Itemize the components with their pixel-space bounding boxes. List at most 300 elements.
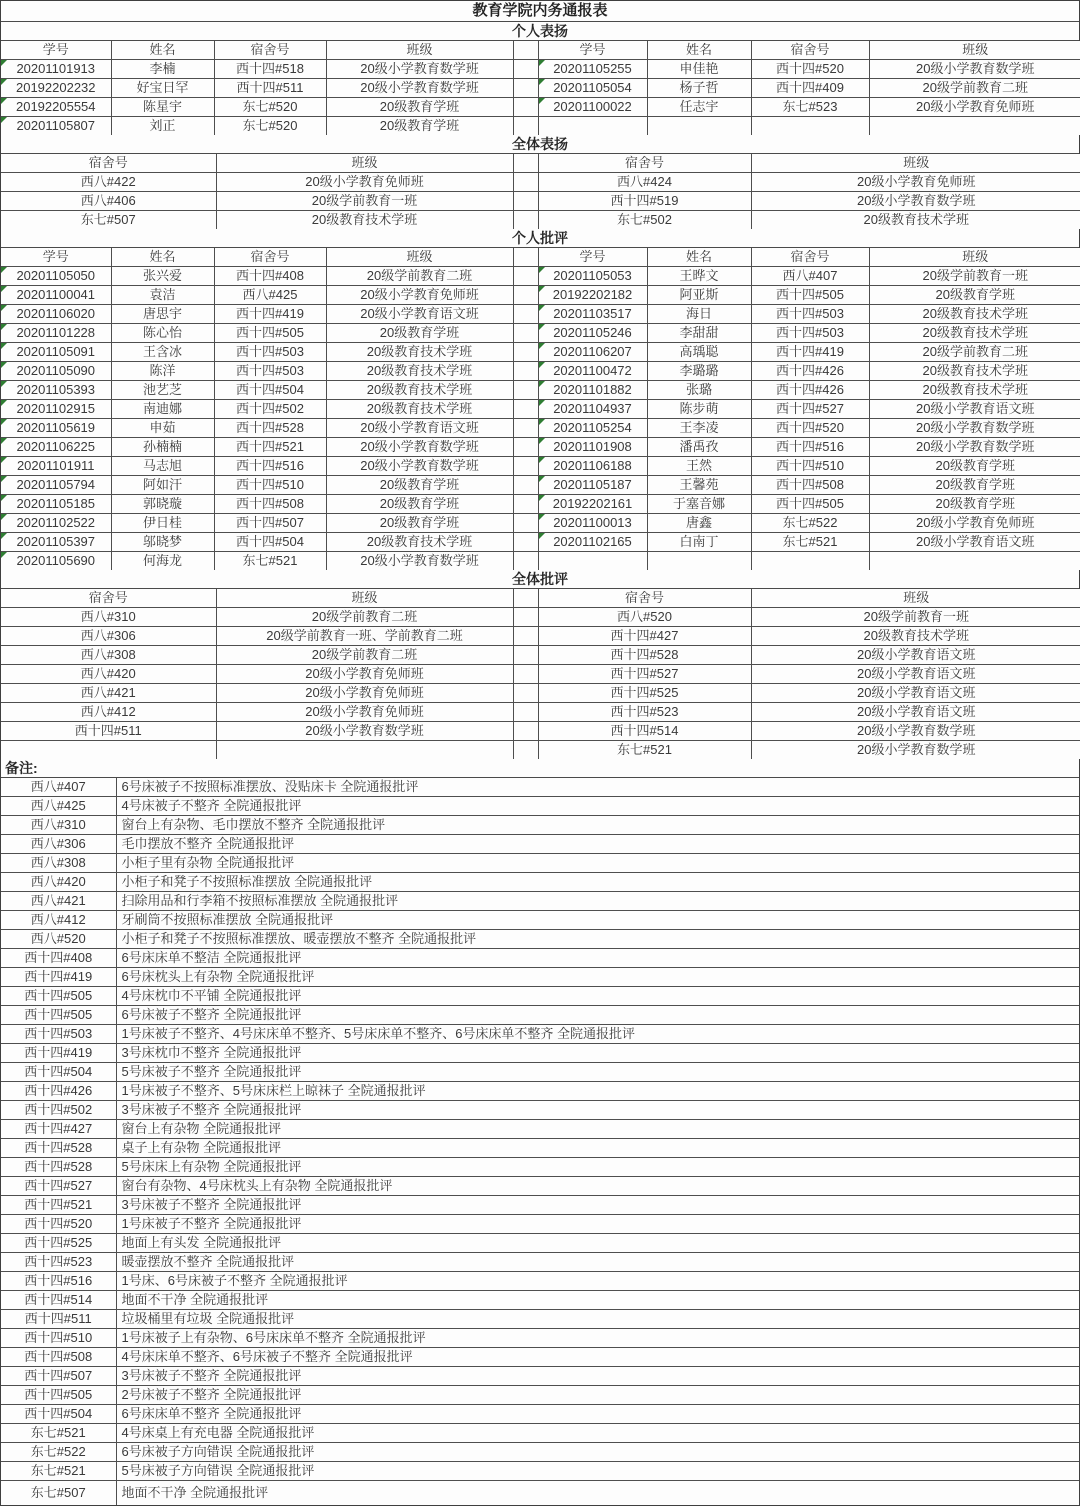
- cell[interactable]: 20级教育技术学班: [869, 381, 1080, 400]
- cell[interactable]: 20级小学教育语文班: [751, 646, 1080, 665]
- dorm-cell[interactable]: 西八#310: [1, 816, 116, 835]
- cell[interactable]: 孙楠楠: [111, 438, 214, 457]
- cell[interactable]: 东七#521: [214, 552, 326, 571]
- cell[interactable]: 20级小学教育语文班: [751, 684, 1080, 703]
- cell[interactable]: 20级小学教育语文班: [869, 533, 1080, 552]
- cell[interactable]: 张璐: [647, 381, 751, 400]
- cell[interactable]: 西十四#503: [751, 324, 869, 343]
- cell[interactable]: 东七#520: [214, 98, 326, 117]
- cell[interactable]: 阿如汗: [111, 476, 214, 495]
- cell[interactable]: 西十四#516: [214, 457, 326, 476]
- cell[interactable]: 西十四#505: [751, 495, 869, 514]
- cell[interactable]: 20201105053: [538, 267, 647, 286]
- remark-cell[interactable]: 1号床被子不整齐、5号床床栏上晾袜子 全院通报批评: [116, 1082, 1079, 1101]
- cell[interactable]: 西十四#419: [751, 343, 869, 362]
- cell[interactable]: 20级教育学班: [869, 286, 1080, 305]
- col-header-dorm[interactable]: 宿舍号: [751, 41, 869, 60]
- cell[interactable]: 20201101911: [1, 457, 111, 476]
- col-header-dorm[interactable]: 宿舍号: [1, 154, 216, 173]
- cell[interactable]: 西十四#419: [214, 305, 326, 324]
- remark-cell[interactable]: 3号床被子不整齐 全院通报批评: [116, 1101, 1079, 1120]
- cell[interactable]: 申茹: [111, 419, 214, 438]
- remark-cell[interactable]: 6号床枕头上有杂物 全院通报批评: [116, 968, 1079, 987]
- remark-cell[interactable]: 5号床被子方向错误 全院通报批评: [116, 1462, 1079, 1481]
- cell[interactable]: 20201105690: [1, 552, 111, 571]
- cell[interactable]: [869, 552, 1080, 571]
- col-header-name[interactable]: 姓名: [647, 41, 751, 60]
- dorm-cell[interactable]: 西十四#520: [1, 1215, 116, 1234]
- cell[interactable]: 王晔文: [647, 267, 751, 286]
- cell[interactable]: 20级小学教育语文班: [869, 400, 1080, 419]
- dorm-cell[interactable]: 西十四#427: [1, 1120, 116, 1139]
- col-header-student-id[interactable]: 学号: [538, 41, 647, 60]
- cell[interactable]: 唐思宇: [111, 305, 214, 324]
- cell[interactable]: 西十四#504: [214, 533, 326, 552]
- dorm-cell[interactable]: 西十四#419: [1, 968, 116, 987]
- dorm-cell[interactable]: 西十四#528: [1, 1158, 116, 1177]
- cell[interactable]: 20级教育学班: [326, 324, 513, 343]
- remark-cell[interactable]: 6号床被子不按照标准摆放、没贴床卡 全院通报批评: [116, 778, 1079, 797]
- remark-cell[interactable]: 小柜子和凳子不按照标准摆放、暖壶摆放不整齐 全院通报批评: [116, 930, 1079, 949]
- cell[interactable]: 20201101228: [1, 324, 111, 343]
- dorm-cell[interactable]: 西十四#510: [1, 1329, 116, 1348]
- cell[interactable]: 20192202232: [1, 79, 111, 98]
- cell[interactable]: 20201106225: [1, 438, 111, 457]
- cell[interactable]: 20201106207: [538, 343, 647, 362]
- cell[interactable]: 20192202161: [538, 495, 647, 514]
- cell[interactable]: 20级教育技术学班: [326, 381, 513, 400]
- cell[interactable]: 20级小学教育语文班: [751, 703, 1080, 722]
- cell[interactable]: 西十四#507: [214, 514, 326, 533]
- cell[interactable]: 20201100472: [538, 362, 647, 381]
- remark-cell[interactable]: 地面不干净 全院通报批评: [116, 1291, 1079, 1310]
- cell[interactable]: 20级小学教育数学班: [326, 438, 513, 457]
- cell[interactable]: 20201105255: [538, 60, 647, 79]
- remark-cell[interactable]: 3号床被子不整齐 全院通报批评: [116, 1196, 1079, 1215]
- cell[interactable]: 西十四#528: [214, 419, 326, 438]
- cell[interactable]: 申佳艳: [647, 60, 751, 79]
- cell[interactable]: 东七#507: [1, 211, 216, 230]
- cell[interactable]: 西十四#523: [538, 703, 751, 722]
- cell[interactable]: 20201102165: [538, 533, 647, 552]
- remark-cell[interactable]: 牙刷筒不按照标准摆放 全院通报批评: [116, 911, 1079, 930]
- remark-cell[interactable]: 6号床被子不整齐 全院通报批评: [116, 1006, 1079, 1025]
- dorm-cell[interactable]: 西八#407: [1, 778, 116, 797]
- cell[interactable]: 20级小学教育免师班: [751, 173, 1080, 192]
- cell[interactable]: 西十四#503: [751, 305, 869, 324]
- dorm-cell[interactable]: 东七#507: [1, 1481, 116, 1506]
- cell[interactable]: 20201100013: [538, 514, 647, 533]
- cell[interactable]: 东七#520: [214, 117, 326, 136]
- remark-cell[interactable]: 4号床枕巾不平铺 全院通报批评: [116, 987, 1079, 1006]
- cell[interactable]: 20级学前教育二班: [869, 343, 1080, 362]
- cell[interactable]: 东七#502: [538, 211, 751, 230]
- cell[interactable]: 20201106020: [1, 305, 111, 324]
- cell[interactable]: [1, 741, 216, 760]
- remark-cell[interactable]: 6号床被子方向错误 全院通报批评: [116, 1443, 1079, 1462]
- dorm-cell[interactable]: 西十四#505: [1, 987, 116, 1006]
- cell[interactable]: 20级学前教育二班: [869, 79, 1080, 98]
- cell[interactable]: 李甜甜: [647, 324, 751, 343]
- cell[interactable]: 20201105807: [1, 117, 111, 136]
- cell[interactable]: 西十四#510: [214, 476, 326, 495]
- col-header-student-id[interactable]: 学号: [1, 248, 111, 267]
- dorm-cell[interactable]: 西十四#504: [1, 1405, 116, 1424]
- cell[interactable]: 20级学前教育一班、学前教育二班: [216, 627, 513, 646]
- cell[interactable]: 20201105794: [1, 476, 111, 495]
- cell[interactable]: 袁洁: [111, 286, 214, 305]
- col-header-name[interactable]: 姓名: [111, 41, 214, 60]
- cell[interactable]: 20级小学教育免师班: [326, 286, 513, 305]
- remark-cell[interactable]: 5号床床上有杂物 全院通报批评: [116, 1158, 1079, 1177]
- remark-cell[interactable]: 5号床被子不整齐 全院通报批评: [116, 1063, 1079, 1082]
- cell[interactable]: 20级教育技术学班: [751, 627, 1080, 646]
- cell[interactable]: 西十四#511: [1, 722, 216, 741]
- cell[interactable]: 池艺芝: [111, 381, 214, 400]
- col-header-name[interactable]: 姓名: [647, 248, 751, 267]
- cell[interactable]: [751, 552, 869, 571]
- cell[interactable]: 20192202182: [538, 286, 647, 305]
- cell[interactable]: 20201105054: [538, 79, 647, 98]
- remark-cell[interactable]: 1号床被子不整齐、4号床床单不整齐、5号床床单不整齐、6号床床单不整齐 全院通报批评: [116, 1025, 1079, 1044]
- cell[interactable]: 刘正: [111, 117, 214, 136]
- cell[interactable]: 于塞音娜: [647, 495, 751, 514]
- cell[interactable]: 20级小学教育数学班: [751, 722, 1080, 741]
- cell[interactable]: 20级教育技术学班: [869, 324, 1080, 343]
- cell[interactable]: 西八#520: [538, 608, 751, 627]
- cell[interactable]: [869, 117, 1080, 136]
- cell[interactable]: 20级教育学班: [326, 98, 513, 117]
- col-header-class[interactable]: 班级: [751, 154, 1080, 173]
- cell[interactable]: 西八#425: [214, 286, 326, 305]
- cell[interactable]: 20201101882: [538, 381, 647, 400]
- col-header-class[interactable]: 班级: [869, 41, 1080, 60]
- cell[interactable]: 西十四#427: [538, 627, 751, 646]
- cell[interactable]: 西八#422: [1, 173, 216, 192]
- cell[interactable]: [647, 117, 751, 136]
- cell[interactable]: 何海龙: [111, 552, 214, 571]
- dorm-cell[interactable]: 西八#520: [1, 930, 116, 949]
- remark-cell[interactable]: 3号床被子不整齐 全院通报批评: [116, 1367, 1079, 1386]
- cell[interactable]: 20201100022: [538, 98, 647, 117]
- cell[interactable]: 东七#521: [538, 741, 751, 760]
- dorm-cell[interactable]: 西十四#508: [1, 1348, 116, 1367]
- cell[interactable]: 20级学前教育一班: [751, 608, 1080, 627]
- remark-cell[interactable]: 毛巾摆放不整齐 全院通报批评: [116, 835, 1079, 854]
- remark-cell[interactable]: 4号床被子不整齐 全院通报批评: [116, 797, 1079, 816]
- cell[interactable]: 西十四#508: [214, 495, 326, 514]
- cell[interactable]: 20201105185: [1, 495, 111, 514]
- cell[interactable]: 20级小学教育数学班: [869, 419, 1080, 438]
- cell[interactable]: 任志宇: [647, 98, 751, 117]
- cell[interactable]: 王然: [647, 457, 751, 476]
- cell[interactable]: 20201101913: [1, 60, 111, 79]
- remark-cell[interactable]: 小柜子里有杂物 全院通报批评: [116, 854, 1079, 873]
- cell[interactable]: 李璐璐: [647, 362, 751, 381]
- cell[interactable]: 马志旭: [111, 457, 214, 476]
- dorm-cell[interactable]: 西十四#507: [1, 1367, 116, 1386]
- remark-cell[interactable]: 3号床枕巾不整齐 全院通报批评: [116, 1044, 1079, 1063]
- cell[interactable]: 南迪娜: [111, 400, 214, 419]
- cell[interactable]: 唐鑫: [647, 514, 751, 533]
- col-header-class[interactable]: 班级: [216, 589, 513, 608]
- cell[interactable]: 20级小学教育语文班: [326, 305, 513, 324]
- dorm-cell[interactable]: 西十四#503: [1, 1025, 116, 1044]
- cell[interactable]: 20级小学教育免师班: [216, 703, 513, 722]
- cell[interactable]: 西十四#505: [751, 286, 869, 305]
- dorm-cell[interactable]: 东七#521: [1, 1424, 116, 1443]
- cell[interactable]: 20201105091: [1, 343, 111, 362]
- cell[interactable]: [538, 552, 647, 571]
- dorm-cell[interactable]: 西十四#514: [1, 1291, 116, 1310]
- cell[interactable]: 西十四#521: [214, 438, 326, 457]
- cell[interactable]: 20级教育学班: [869, 476, 1080, 495]
- cell[interactable]: 20级教育技术学班: [326, 343, 513, 362]
- cell[interactable]: 20级小学教育免师班: [869, 98, 1080, 117]
- dorm-cell[interactable]: 西八#308: [1, 854, 116, 873]
- cell[interactable]: 20级小学教育免师班: [216, 665, 513, 684]
- cell[interactable]: 西十四#504: [214, 381, 326, 400]
- cell[interactable]: 郭晓璇: [111, 495, 214, 514]
- col-header-class[interactable]: 班级: [869, 248, 1080, 267]
- cell[interactable]: 20级教育学班: [869, 457, 1080, 476]
- cell[interactable]: 高瑀聪: [647, 343, 751, 362]
- cell[interactable]: 好宝日罕: [111, 79, 214, 98]
- remark-cell[interactable]: 4号床床单不整齐、6号床被子不整齐 全院通报批评: [116, 1348, 1079, 1367]
- cell[interactable]: 王李凌: [647, 419, 751, 438]
- cell[interactable]: 潘禹孜: [647, 438, 751, 457]
- cell[interactable]: 20级教育技术学班: [869, 362, 1080, 381]
- col-header-student-id[interactable]: 学号: [538, 248, 647, 267]
- remark-cell[interactable]: 扫除用品和行李箱不按照标准摆放 全院通报批评: [116, 892, 1079, 911]
- cell[interactable]: 20级教育技术学班: [869, 305, 1080, 324]
- cell[interactable]: 西八#310: [1, 608, 216, 627]
- dorm-cell[interactable]: 西十四#504: [1, 1063, 116, 1082]
- dorm-cell[interactable]: 西十四#511: [1, 1310, 116, 1329]
- col-header-dorm[interactable]: 宿舍号: [751, 248, 869, 267]
- cell[interactable]: 杨子哲: [647, 79, 751, 98]
- cell[interactable]: 20级教育学班: [326, 117, 513, 136]
- cell[interactable]: 西十四#518: [214, 60, 326, 79]
- cell[interactable]: 西十四#520: [751, 60, 869, 79]
- cell[interactable]: 西十四#525: [538, 684, 751, 703]
- dorm-cell[interactable]: 西十四#505: [1, 1006, 116, 1025]
- dorm-cell[interactable]: 西八#425: [1, 797, 116, 816]
- cell[interactable]: 20201104937: [538, 400, 647, 419]
- cell[interactable]: 20级学前教育二班: [216, 608, 513, 627]
- remark-cell[interactable]: 地面不干净 全院通报批评: [116, 1481, 1079, 1506]
- cell[interactable]: 20级教育技术学班: [326, 400, 513, 419]
- dorm-cell[interactable]: 西十四#523: [1, 1253, 116, 1272]
- cell[interactable]: 阿亚斯: [647, 286, 751, 305]
- cell[interactable]: 西八#420: [1, 665, 216, 684]
- remark-cell[interactable]: 1号床被子不整齐 全院通报批评: [116, 1215, 1079, 1234]
- cell[interactable]: 20级小学教育数学班: [326, 60, 513, 79]
- cell[interactable]: 20201105254: [538, 419, 647, 438]
- dorm-cell[interactable]: 西八#420: [1, 873, 116, 892]
- remark-cell[interactable]: 小柜子和凳子不按照标准摆放 全院通报批评: [116, 873, 1079, 892]
- col-header-student-id[interactable]: 学号: [1, 41, 111, 60]
- cell[interactable]: 西十四#527: [538, 665, 751, 684]
- cell[interactable]: 20级教育技术学班: [216, 211, 513, 230]
- cell[interactable]: 西十四#426: [751, 362, 869, 381]
- cell[interactable]: 20级教育学班: [326, 476, 513, 495]
- dorm-cell[interactable]: 西八#306: [1, 835, 116, 854]
- cell[interactable]: 20级学前教育二班: [216, 646, 513, 665]
- cell[interactable]: 西十四#519: [538, 192, 751, 211]
- cell[interactable]: 20201102915: [1, 400, 111, 419]
- remark-cell[interactable]: 窗台上有杂物、毛巾摆放不整齐 全院通报批评: [116, 816, 1079, 835]
- cell[interactable]: 东七#523: [751, 98, 869, 117]
- cell[interactable]: 20级小学教育语文班: [326, 419, 513, 438]
- cell[interactable]: 西十四#527: [751, 400, 869, 419]
- remark-cell[interactable]: 暖壶摆放不整齐 全院通报批评: [116, 1253, 1079, 1272]
- cell[interactable]: 西八#306: [1, 627, 216, 646]
- dorm-cell[interactable]: 西十四#426: [1, 1082, 116, 1101]
- dorm-cell[interactable]: 西十四#528: [1, 1139, 116, 1158]
- cell[interactable]: 西十四#426: [751, 381, 869, 400]
- cell[interactable]: 20级小学教育数学班: [216, 722, 513, 741]
- col-header-name[interactable]: 姓名: [111, 248, 214, 267]
- cell[interactable]: 20级小学教育数学班: [869, 438, 1080, 457]
- cell[interactable]: 20级小学教育免师班: [869, 514, 1080, 533]
- remark-cell[interactable]: 6号床床单不整齐 全院通报批评: [116, 1405, 1079, 1424]
- dorm-cell[interactable]: 西八#421: [1, 892, 116, 911]
- remark-cell[interactable]: 6号床床单不整洁 全院通报批评: [116, 949, 1079, 968]
- cell[interactable]: 20201105246: [538, 324, 647, 343]
- dorm-cell[interactable]: 西十四#505: [1, 1386, 116, 1405]
- dorm-cell[interactable]: 西十四#502: [1, 1101, 116, 1120]
- cell[interactable]: 20级小学教育数学班: [869, 60, 1080, 79]
- cell[interactable]: 20级教育学班: [869, 495, 1080, 514]
- cell[interactable]: [751, 117, 869, 136]
- col-header-dorm[interactable]: 宿舍号: [1, 589, 216, 608]
- cell[interactable]: 20201105090: [1, 362, 111, 381]
- cell[interactable]: 20级小学教育数学班: [326, 79, 513, 98]
- cell[interactable]: 20201100041: [1, 286, 111, 305]
- cell[interactable]: 西八#308: [1, 646, 216, 665]
- cell[interactable]: 陈心怡: [111, 324, 214, 343]
- cell[interactable]: 20级小学教育数学班: [751, 741, 1080, 760]
- col-header-dorm[interactable]: 宿舍号: [214, 41, 326, 60]
- cell[interactable]: 西八#421: [1, 684, 216, 703]
- col-header-dorm[interactable]: 宿舍号: [538, 154, 751, 173]
- cell[interactable]: 西十四#520: [751, 419, 869, 438]
- remark-cell[interactable]: 1号床、6号床被子不整齐 全院通报批评: [116, 1272, 1079, 1291]
- cell[interactable]: 20级小学教育语文班: [751, 665, 1080, 684]
- dorm-cell[interactable]: 东七#521: [1, 1462, 116, 1481]
- remark-cell[interactable]: 垃圾桶里有垃圾 全院通报批评: [116, 1310, 1079, 1329]
- cell[interactable]: 西十四#514: [538, 722, 751, 741]
- cell[interactable]: 20级小学教育数学班: [326, 457, 513, 476]
- remark-cell[interactable]: 地面上有头发 全院通报批评: [116, 1234, 1079, 1253]
- cell[interactable]: 东七#521: [751, 533, 869, 552]
- cell[interactable]: 西十四#508: [751, 476, 869, 495]
- cell[interactable]: 东七#522: [751, 514, 869, 533]
- cell[interactable]: 白南丁: [647, 533, 751, 552]
- dorm-cell[interactable]: 西十四#521: [1, 1196, 116, 1215]
- cell[interactable]: 20192205554: [1, 98, 111, 117]
- col-header-dorm[interactable]: 宿舍号: [214, 248, 326, 267]
- cell[interactable]: 西十四#516: [751, 438, 869, 457]
- cell[interactable]: 西八#424: [538, 173, 751, 192]
- remark-cell[interactable]: 窗台有杂物、4号床枕头上有杂物 全院通报批评: [116, 1177, 1079, 1196]
- cell[interactable]: 20级学前教育一班: [216, 192, 513, 211]
- cell[interactable]: 伊日桂: [111, 514, 214, 533]
- dorm-cell[interactable]: 东七#522: [1, 1443, 116, 1462]
- cell[interactable]: 陈步萌: [647, 400, 751, 419]
- col-header-dorm[interactable]: 宿舍号: [538, 589, 751, 608]
- cell[interactable]: 20201105393: [1, 381, 111, 400]
- cell[interactable]: 西八#407: [751, 267, 869, 286]
- cell[interactable]: 王馨苑: [647, 476, 751, 495]
- cell[interactable]: 陈洋: [111, 362, 214, 381]
- cell[interactable]: 20201105619: [1, 419, 111, 438]
- cell[interactable]: 20级小学教育免师班: [216, 173, 513, 192]
- cell[interactable]: 邬晓梦: [111, 533, 214, 552]
- remark-cell[interactable]: 窗台上有杂物 全院通报批评: [116, 1120, 1079, 1139]
- cell[interactable]: 20201105050: [1, 267, 111, 286]
- cell[interactable]: 20201101908: [538, 438, 647, 457]
- cell[interactable]: 20201102522: [1, 514, 111, 533]
- remark-cell[interactable]: 4号床桌上有充电器 全院通报批评: [116, 1424, 1079, 1443]
- cell[interactable]: 西十四#528: [538, 646, 751, 665]
- cell[interactable]: [647, 552, 751, 571]
- cell[interactable]: 20201103517: [538, 305, 647, 324]
- cell[interactable]: 西十四#502: [214, 400, 326, 419]
- cell[interactable]: 20级教育技术学班: [326, 533, 513, 552]
- dorm-cell[interactable]: 西十四#516: [1, 1272, 116, 1291]
- col-header-class[interactable]: 班级: [326, 248, 513, 267]
- cell[interactable]: 张兴爱: [111, 267, 214, 286]
- cell[interactable]: 西十四#409: [751, 79, 869, 98]
- remark-cell[interactable]: 1号床被子上有杂物、6号床床单不整齐 全院通报批评: [116, 1329, 1079, 1348]
- cell[interactable]: 20级小学教育数学班: [751, 192, 1080, 211]
- col-header-class[interactable]: 班级: [326, 41, 513, 60]
- cell[interactable]: 20级教育学班: [326, 495, 513, 514]
- cell[interactable]: 陈星宇: [111, 98, 214, 117]
- cell[interactable]: 海日: [647, 305, 751, 324]
- cell[interactable]: 20级教育技术学班: [751, 211, 1080, 230]
- cell[interactable]: 西十四#511: [214, 79, 326, 98]
- dorm-cell[interactable]: 西十四#525: [1, 1234, 116, 1253]
- cell[interactable]: 西十四#510: [751, 457, 869, 476]
- cell[interactable]: 20级教育学班: [326, 514, 513, 533]
- dorm-cell[interactable]: 西十四#408: [1, 949, 116, 968]
- dorm-cell[interactable]: 西十四#527: [1, 1177, 116, 1196]
- cell[interactable]: 西十四#505: [214, 324, 326, 343]
- cell[interactable]: 20级小学教育免师班: [216, 684, 513, 703]
- cell[interactable]: 王含冰: [111, 343, 214, 362]
- cell[interactable]: 西十四#408: [214, 267, 326, 286]
- cell[interactable]: 20201105397: [1, 533, 111, 552]
- cell[interactable]: 20级教育技术学班: [326, 362, 513, 381]
- cell[interactable]: 西八#412: [1, 703, 216, 722]
- remark-cell[interactable]: 2号床被子不整齐 全院通报批评: [116, 1386, 1079, 1405]
- dorm-cell[interactable]: 西八#412: [1, 911, 116, 930]
- remark-cell[interactable]: 桌子上有杂物 全院通报批评: [116, 1139, 1079, 1158]
- col-header-class[interactable]: 班级: [216, 154, 513, 173]
- cell[interactable]: 20级小学教育数学班: [326, 552, 513, 571]
- cell[interactable]: 西十四#503: [214, 362, 326, 381]
- cell[interactable]: 20级学前教育一班: [869, 267, 1080, 286]
- cell[interactable]: [216, 741, 513, 760]
- cell[interactable]: 李楠: [111, 60, 214, 79]
- dorm-cell[interactable]: 西十四#419: [1, 1044, 116, 1063]
- cell[interactable]: 西十四#503: [214, 343, 326, 362]
- col-header-class[interactable]: 班级: [751, 589, 1080, 608]
- cell[interactable]: 西八#406: [1, 192, 216, 211]
